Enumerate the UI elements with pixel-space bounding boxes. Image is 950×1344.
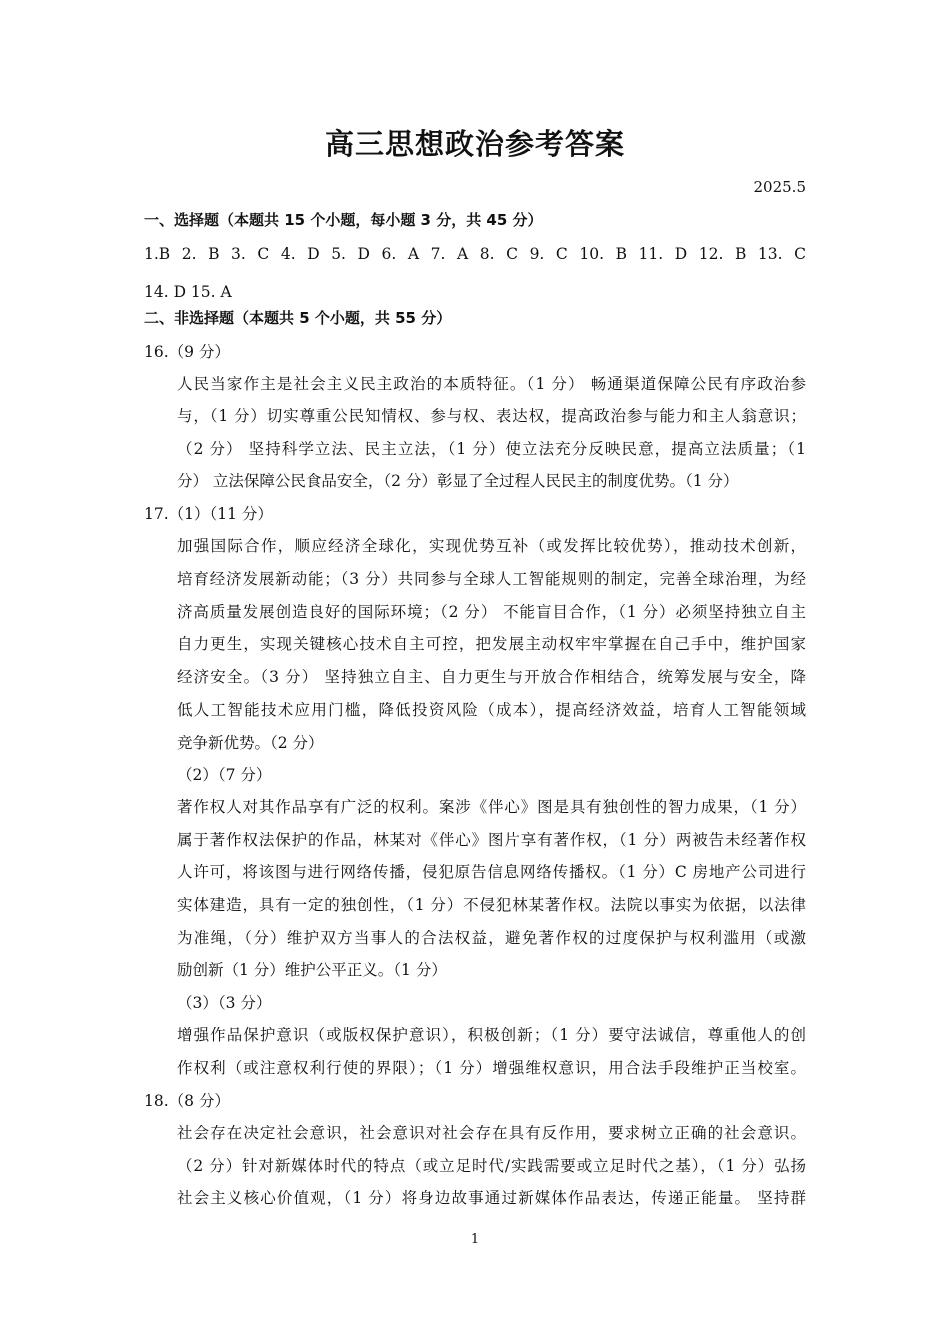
section2-heading: 二、非选择题（本题共 5 个小题，共 55 分）	[144, 309, 452, 327]
q17-part2-line: 励创新（1 分）维护公平正义。（1 分）	[177, 961, 447, 979]
q17-part3-line: 增强作品保护意识（或版权保护意识），积极创新；（1 分）要守法诚信，尊重他人的创	[177, 1026, 806, 1044]
q16-line: 与，（1 分）切实尊重公民知情权、参与权、表达权，提高政治参与能力和主人翁意识；	[177, 407, 806, 425]
q18-label: 18.（8 分）	[144, 1092, 230, 1110]
q17-part2-line: 属于著作权法保护的作品，林某对《伴心》图片享有著作权，（1 分）两被告未经著作权	[177, 831, 806, 849]
q17-part1-line: 经济安全。（3 分） 坚持独立自主、自力更生与开放合作相结合，统筹发展与安全，降	[177, 668, 806, 686]
q17-part1-line: 低人工智能技术应用门槛，降低投资风险（成本），提高经济效益，培育人工智能领域	[177, 701, 806, 719]
q17-part2-line: 实体建造，具有一定的独创性，（1 分）不侵犯林某著作权。法院以事实为依据，以法律	[177, 896, 806, 914]
q17-part1-line: 加强国际合作，顺应经济全球化，实现优势互补（或发挥比较优势），推动技术创新，	[177, 537, 806, 555]
q17-part2-line: 为准绳，（分）维护双方当事人的合法权益，避免著作权的过度保护与权利滥用（或激	[177, 929, 806, 947]
q17-label: 17.（1）（11 分）	[144, 505, 273, 523]
document-date: 2025.5	[753, 178, 806, 196]
q17-part2-line: 人许可，将该图与进行网络传播，侵犯原告信息网络传播权。（1 分）C 房地产公司进行	[177, 863, 806, 881]
q16-label: 16.（9 分）	[144, 343, 230, 361]
q17-part3-line: 作权利（或注意权利行使的界限）；（1 分）增强维权意识，用合法手段维护正当校室。	[177, 1059, 806, 1077]
q18-line: （2 分）针对新媒体时代的特点（或立足时代/实践需要或立足时代之基），（1 分）弘扬	[177, 1157, 806, 1175]
q16-line: 人民当家作主是社会主义民主政治的本质特征。（1 分） 畅通渠道保障公民有序政治参	[177, 375, 806, 393]
q18-line: 社会存在决定社会意识，社会意识对社会存在具有反作用，要求树立正确的社会意识。	[177, 1124, 806, 1142]
q17-part2-label: （2）（7 分）	[177, 766, 272, 784]
document-title: 高三思想政治参考答案	[324, 127, 625, 161]
q17-part1-line: 竞争新优势。（2 分）	[177, 734, 324, 752]
page-number: 1	[470, 1232, 480, 1247]
section1-heading: 一、选择题（本题共 15 个小题，每小题 3 分，共 45 分）	[144, 211, 543, 229]
q16-line: （2 分） 坚持科学立法、民主立法，（1 分）使立法充分反映民意，提高立法质量；（1	[177, 440, 806, 458]
q17-part1-line: 培育经济发展新动能；（3 分）共同参与全球人工智能规则的制定，完善全球治理，为经	[177, 570, 806, 588]
q17-part1-line: 济高质量发展创造良好的国际环境；（2 分） 不能盲目合作，（1 分）必须坚持独立自主	[177, 603, 806, 621]
q18-line: 社会主义核心价值观，（1 分）将身边故事通过新媒体作品表达，传递正能量。 坚持群	[177, 1189, 806, 1207]
mc-answers-line-1: 1.B 2. B 3. C 4. D 5. D 6. A 7. A 8. C 9. C 10. B 11. D 12. B 13. C	[144, 245, 806, 263]
q17-part3-label: （3）（3 分）	[177, 994, 272, 1012]
q17-part1-line: 自力更生，实现关键核心技术自主可控，把发展主动权牢牢掌握在自己手中，维护国家	[177, 635, 806, 653]
mc-answers-line-2: 14. D 15. A	[144, 283, 232, 301]
q17-part2-line: 著作权人对其作品享有广泛的权利。案涉《伴心》图是具有独创性的智力成果，（1 分）	[177, 798, 806, 816]
q16-line: 分） 立法保障公民食品安全，（2 分）彰显了全过程人民民主的制度优势。（1 分）	[177, 472, 739, 490]
